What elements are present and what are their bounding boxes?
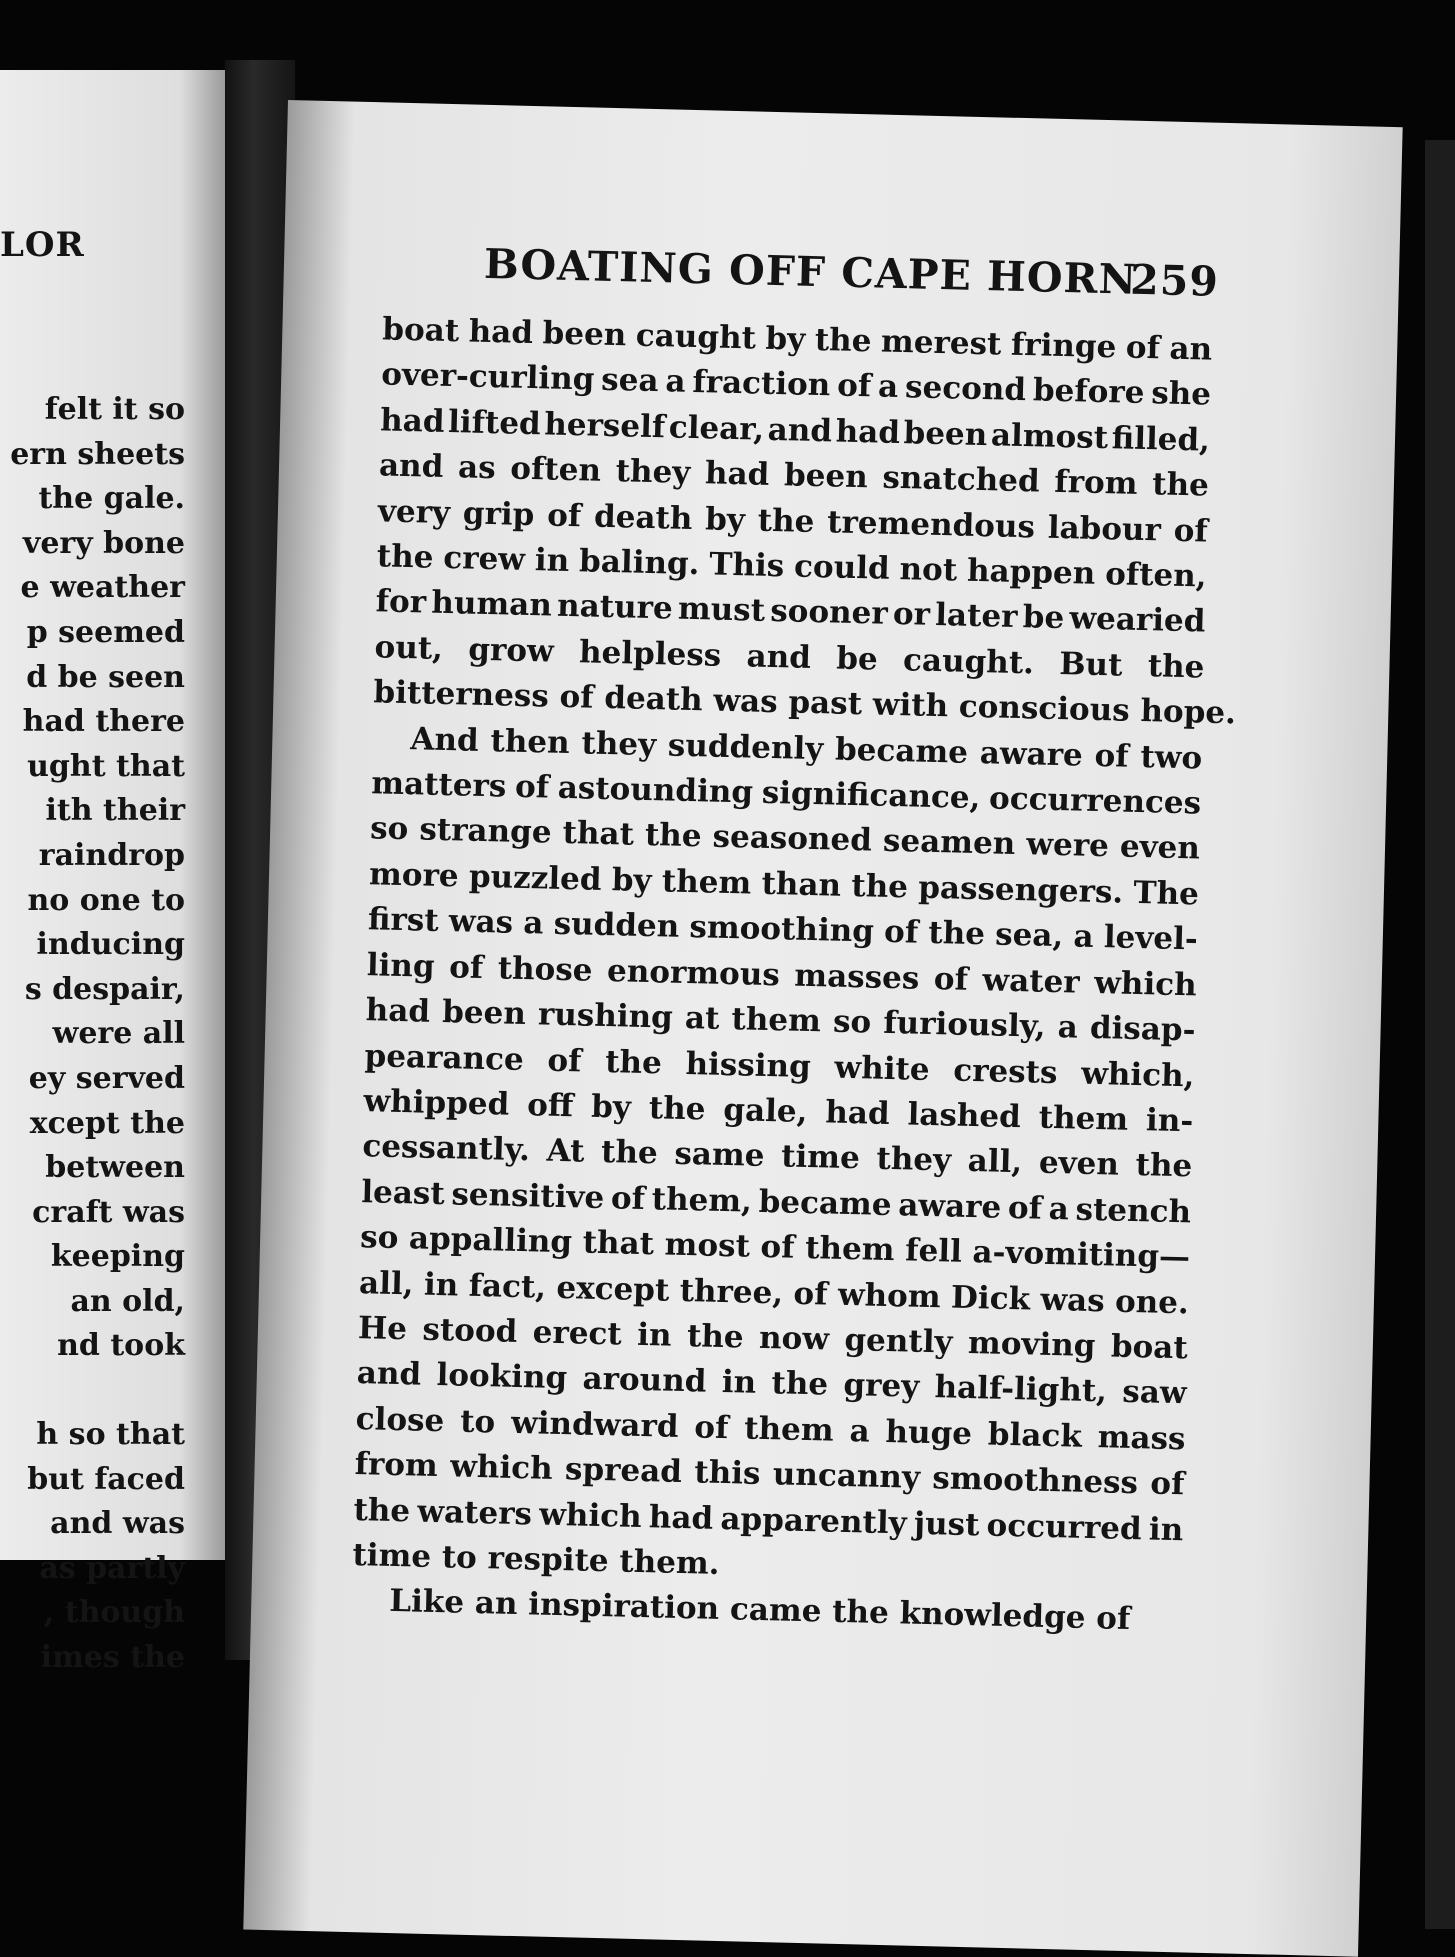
body-text xyxy=(351,307,1237,1644)
text-line: more puzzled by them than the passengers. The xyxy=(368,856,1200,913)
text-line: so strange that the seasoned seamen were even xyxy=(369,810,1201,867)
text-line: He stood erect in the now gently moving boat xyxy=(357,1310,1189,1367)
left-page-line: very bone xyxy=(22,525,185,561)
left-page-line: had there xyxy=(22,704,185,740)
right-page xyxy=(243,100,1402,1957)
text-line: cessantly. At the same time they all, even the xyxy=(362,1128,1193,1185)
left-page-line: xcept the xyxy=(29,1105,185,1141)
text-line: the waters which had apparently just occurred in xyxy=(353,1491,1184,1548)
text-line: bitterness of death was past with conscious hope. xyxy=(373,674,1237,732)
left-page-line: felt it so xyxy=(44,392,185,427)
text-line: And then they suddenly became aware of two xyxy=(409,720,1203,777)
text-line: from which spread this uncanny smoothness of xyxy=(354,1446,1185,1503)
left-page-line xyxy=(0,1369,185,1413)
left-page-line: no one to xyxy=(27,882,185,918)
left-page-line: keeping xyxy=(50,1239,185,1275)
left-page-line: ith their xyxy=(45,793,185,829)
running-header xyxy=(483,240,1219,306)
text-line: for human nature must sooner or later be wearied xyxy=(375,583,1206,641)
text-line: and as often they had been snatched from the xyxy=(378,447,1210,504)
text-line: first was a sudden smoothing of the sea, a level- xyxy=(367,901,1199,958)
left-page-line: and was xyxy=(50,1506,185,1542)
text-line: pearance of the hissing white crests which, xyxy=(364,1037,1195,1094)
left-page-line: were all xyxy=(52,1016,185,1052)
left-page-line: craft was xyxy=(32,1194,185,1230)
text-line: and looking around in the grey half-light, saw xyxy=(356,1355,1188,1412)
text-line: very grip of death by the tremendous labour of xyxy=(377,492,1209,550)
left-page-line: ern sheets xyxy=(10,436,185,472)
text-line: Like an inspiration came the knowledge of xyxy=(388,1583,1131,1638)
text-line: so appalling that most of them fell a-vomiting— xyxy=(359,1219,1191,1276)
left-page-line: an old, xyxy=(70,1283,185,1319)
text-line: time to respite them. xyxy=(352,1536,720,1582)
left-page-line: nd took xyxy=(57,1328,185,1364)
left-page-line: s despair, xyxy=(24,971,185,1007)
left-page-line: inducing xyxy=(36,927,185,963)
paragraph xyxy=(373,307,1237,736)
left-page-line: ught that xyxy=(27,748,185,784)
left-page-line: but faced xyxy=(27,1461,185,1497)
running-header-title: BOATING OFF CAPE HORN xyxy=(483,239,1138,304)
page-number: 259 xyxy=(1129,255,1220,306)
left-page-line: raindrop xyxy=(38,837,185,873)
text-line: whipped off by the gale, had lashed them in- xyxy=(363,1083,1194,1140)
page-edge xyxy=(1425,140,1455,1929)
left-page-line: h so that xyxy=(36,1417,185,1453)
left-page-line: imes the xyxy=(40,1640,185,1676)
left-page-line: d be seen xyxy=(26,659,185,695)
left-page-line: ey served xyxy=(28,1060,185,1096)
left-page-line: as partly xyxy=(39,1550,185,1586)
text-line: over-curling sea a fraction of a second before she xyxy=(380,356,1212,414)
left-page-line: p seemed xyxy=(26,614,185,650)
left-page-line: e weather xyxy=(20,570,185,606)
text-line: out, grow helpless and be caught. But the xyxy=(374,629,1205,686)
left-page xyxy=(0,70,225,1676)
left-page-line: the gale. xyxy=(38,481,185,517)
text-line: all, in fact, except three, of whom Dick was one. xyxy=(358,1264,1190,1321)
paragraph xyxy=(352,716,1203,1599)
left-page-line: between xyxy=(45,1150,185,1186)
text-line: least sensitive of them, became aware of a stench xyxy=(360,1173,1192,1231)
left-running-header: LOR xyxy=(0,225,85,265)
left-page-text xyxy=(0,388,185,1681)
text-line: the crew in baling. This could not happen often, xyxy=(376,538,1208,595)
left-page-line: , though xyxy=(43,1595,185,1631)
text-line: matters of astounding significance, occurrences xyxy=(370,765,1202,822)
text-line: had been rushing at them so furiously, a disap- xyxy=(365,992,1196,1049)
text-line: had lifted herself clear, and had been almost filled, xyxy=(379,402,1211,459)
text-line: close to windward of them a huge black mass xyxy=(355,1400,1186,1458)
text-line: boat had been caught by the merest fringe of an xyxy=(381,311,1213,368)
text-line: ling of those enormous masses of water which xyxy=(366,946,1198,1004)
